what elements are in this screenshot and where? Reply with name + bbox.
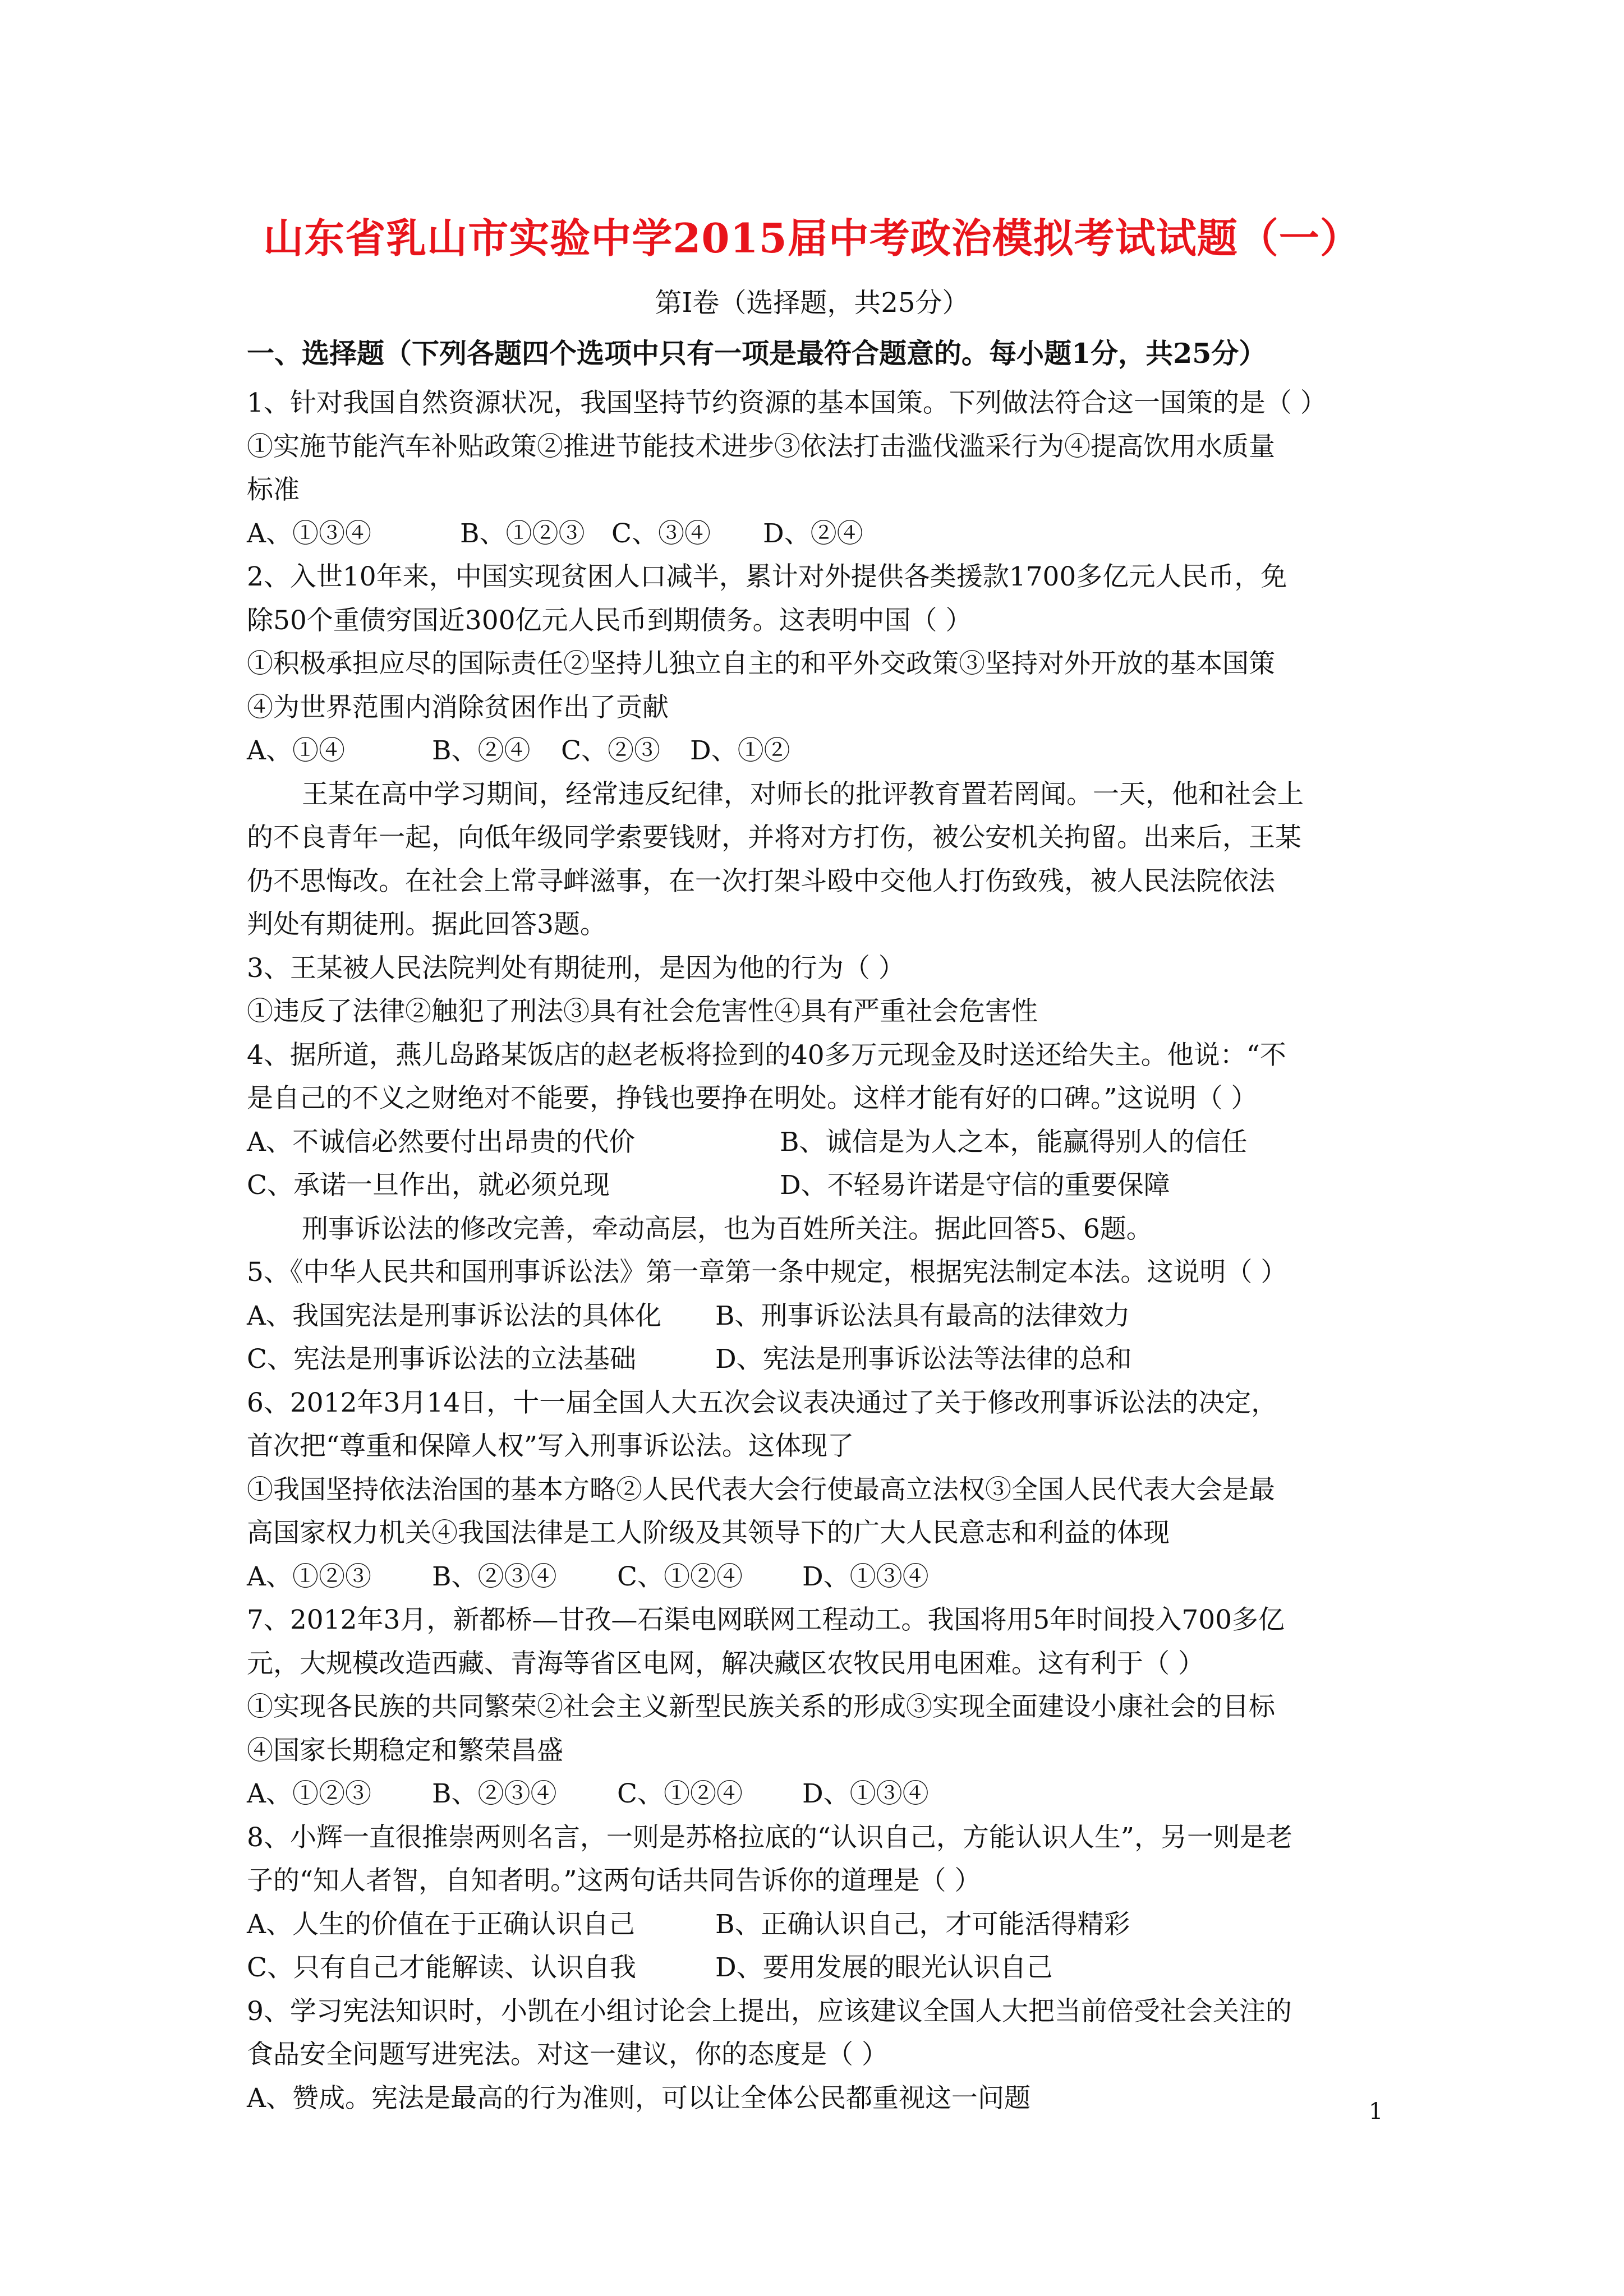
q5-option-a: A、我国宪法是刑事诉讼法的具体化 xyxy=(247,1300,661,1331)
q7-stem-cont: 元，大规模改造西藏、青海等省区电网，解决藏区农牧民用电困难。这有利于（ ） xyxy=(247,1648,1204,1679)
q6-option-b: B、②③④ xyxy=(432,1561,557,1592)
material-paragraph-line: 仍不思悔改。在社会上常寻衅滋事，在一次打架斗殴中交他人打伤致残，被人民法院依法 xyxy=(247,865,1275,897)
page-title: 山东省乳山市实验中学2015届中考政治模拟考试试题（一） xyxy=(263,214,1361,262)
q8-options-row xyxy=(247,1903,1397,1947)
q1-stem: 1、针对我国自然资源状况，我国坚持节约资源的基本国策。下列做法符合这一国策的是（ ） xyxy=(247,388,1327,418)
q5-option-d: D、宪法是刑事诉讼法等法律的总和 xyxy=(715,1344,1132,1375)
q7-option-d: D、①③④ xyxy=(802,1778,929,1809)
q9-stem: 9、学习宪法知识时，小凯在小组讨论会上提出，应该建议全国人大把当前倍受社会关注的 xyxy=(247,1995,1292,2027)
q4-option-b: B、诚信是为人之本，能赢得别人的信任 xyxy=(780,1126,1248,1158)
q1-items: ①实施节能汽车补贴政策②推进节能技术进步③依法打击滥伐滥采行为④提高饮用水质量 xyxy=(247,431,1275,462)
q7-option-c: C、①②④ xyxy=(617,1778,743,1809)
q4-stem: 4、据所道，燕儿岛路某饭店的赵老板将捡到的40多万元现金及时送还给失主。他说：“不 xyxy=(247,1039,1286,1071)
q1-items-cont: 标准 xyxy=(247,474,300,505)
q2-option-c: C、②③ xyxy=(561,735,660,766)
q1-option-d: D、②④ xyxy=(763,518,863,549)
q2-items-cont: ④为世界范围内消除贫困作出了贡献 xyxy=(247,691,669,723)
q5-options-row xyxy=(247,1294,1397,1338)
q4-stem-cont: 是自己的不义之财绝对不能要，挣钱也要挣在明处。这样才能有好的口碑。”这说明（ ） xyxy=(247,1083,1258,1114)
q2-option-a: A、①④ xyxy=(247,735,345,766)
q9-option-a: A、赞成。宪法是最高的行为准则，可以让全体公民都重视这一问题 xyxy=(247,2082,1030,2114)
q6-option-c: C、①②④ xyxy=(617,1561,743,1592)
material-paragraph-line: 的不良青年一起，向低年级同学索要钱财，并将对方打伤，被公安机关拘留。出来后，王某 xyxy=(247,822,1301,853)
q1-option-c: C、③④ xyxy=(611,518,711,549)
q6-option-a: A、①②③ xyxy=(247,1561,371,1592)
q6-option-d: D、①③④ xyxy=(802,1561,929,1592)
q6-options xyxy=(247,1555,1397,1599)
q1-options xyxy=(247,512,1397,556)
material-paragraph: 王某在高中学习期间，经常违反纪律，对师长的批评教育置若罔闻。一天，他和社会上 xyxy=(302,778,1304,810)
q7-items-cont: ④国家长期稳定和繁荣昌盛 xyxy=(247,1735,563,1766)
q6-stem: 6、2012年3月14日，十一届全国人大五次会议表决通过了关于修改刑事诉讼法的决定， xyxy=(247,1387,1278,1418)
q4-option-d: D、不轻易许诺是守信的重要保障 xyxy=(780,1170,1170,1201)
q2-options xyxy=(247,729,1397,773)
q7-items: ①实现各民族的共同繁荣②社会主义新型民族关系的形成③实现全面建设小康社会的目标 xyxy=(247,1691,1275,1722)
page-number: 1 xyxy=(1369,2099,1383,2124)
q2-option-b: B、②④ xyxy=(432,735,531,766)
q3-items: ①违反了法律②触犯了刑法③具有社会危害性④具有严重社会危害性 xyxy=(247,996,1038,1027)
q8-option-b: B、正确认识自己，才可能活得精彩 xyxy=(715,1908,1130,1940)
paper-subtitle: 第Ⅰ卷（选择题，共25分） xyxy=(655,287,969,319)
q4-options-row xyxy=(247,1164,1397,1207)
q2-stem: 2、入世10年来，中国实现贫困人口减半，累计对外提供各类援款1700多亿元人民币，免 xyxy=(247,561,1287,592)
q6-items-cont: 高国家权力机关④我国法律是工人阶级及其领导下的广大人民意志和利益的体现 xyxy=(247,1518,1170,1548)
q5-stem: 5、《中华人民共和国刑事诉讼法》第一章第一条中规定，根据宪法制定本法。这说明（ ） xyxy=(247,1257,1287,1288)
material-paragraph-line: 判处有期徒刑。据此回答3题。 xyxy=(247,909,606,940)
section-header: 一、选择题（下列各题四个选项中只有一项是最符合题意的。每小题1分，共25分） xyxy=(247,337,1267,370)
q8-option-c: C、只有自己才能解读、认识自我 xyxy=(247,1952,636,1983)
q4-option-c: C、承诺一旦作出，就必须兑现 xyxy=(247,1170,610,1201)
q4-options-row xyxy=(247,1121,1397,1164)
q1-option-a: A、①③④ xyxy=(247,518,371,549)
q8-options-row xyxy=(247,1946,1397,1990)
q6-stem-cont: 首次把“尊重和保障人权”写入刑事诉讼法。这体现了 xyxy=(247,1431,854,1461)
q4-option-a: A、不诚信必然要付出昂贵的代价 xyxy=(247,1126,635,1158)
q2-stem-cont: 除50个重债穷国近300亿元人民币到期债务。这表明中国（ ） xyxy=(247,605,972,636)
q5-option-b: B、刑事诉讼法具有最高的法律效力 xyxy=(715,1300,1130,1331)
q1-option-b: B、①②③ xyxy=(460,518,585,549)
q7-options xyxy=(247,1772,1397,1816)
material-paragraph: 刑事诉讼法的修改完善，牵动高层，也为百姓所关注。据此回答5、6题。 xyxy=(302,1213,1153,1244)
q5-options-row xyxy=(247,1338,1397,1381)
q8-option-d: D、要用发展的眼光认识自己 xyxy=(715,1952,1053,1983)
q7-option-b: B、②③④ xyxy=(432,1778,557,1809)
q7-option-a: A、①②③ xyxy=(247,1778,371,1809)
question-body xyxy=(247,381,1397,2120)
q8-option-a: A、人生的价值在于正确认识自己 xyxy=(247,1908,635,1940)
q7-stem: 7、2012年3月，新都桥—甘孜—石渠电网联网工程动工。我国将用5年时间投入700多亿 xyxy=(247,1605,1285,1635)
q9-stem-cont: 食品安全问题写进宪法。对这一建议，你的态度是（ ） xyxy=(247,2039,888,2070)
q3-stem: 3、王某被人民法院判处有期徒刑，是因为他的行为（ ） xyxy=(247,952,905,984)
q8-stem-cont: 子的“知人者智，自知者明。”这两句话共同告诉你的道理是（ ） xyxy=(247,1865,981,1896)
q2-option-d: D、①② xyxy=(690,735,790,766)
q6-items: ①我国坚持依法治国的基本方略②人民代表大会行使最高立法权③全国人民代表大会是最 xyxy=(247,1474,1275,1505)
q5-option-c: C、宪法是刑事诉讼法的立法基础 xyxy=(247,1344,636,1375)
q2-items: ①积极承担应尽的国际责任②坚持儿独立自主的和平外交政策③坚持对外开放的基本国策 xyxy=(247,648,1275,679)
q8-stem: 8、小辉一直很推崇两则名言，一则是苏格拉底的“认识自己，方能认识人生”，另一则是老 xyxy=(247,1822,1292,1853)
